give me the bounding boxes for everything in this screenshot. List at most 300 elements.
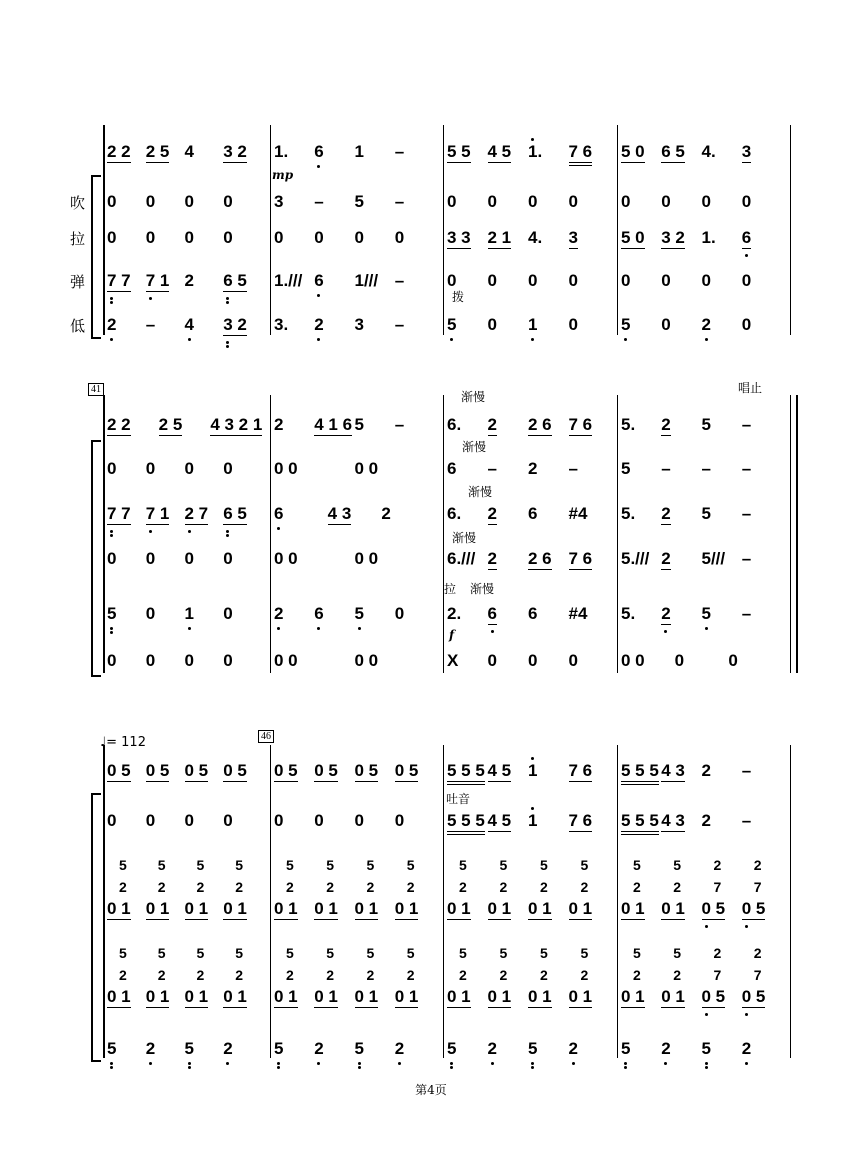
note: 0 5 [107,761,131,780]
note: 0 0 [621,651,645,670]
measure-number: 46 [258,730,274,743]
octave-dot-below [624,1066,627,1069]
note: 2. [447,604,462,623]
note: 2 [314,1040,323,1058]
note: 0 [145,549,156,568]
note: 0 [274,811,284,830]
beam-underline [742,248,751,249]
note: 6 [314,143,323,161]
note: 5 [621,316,630,334]
note: – [741,459,752,478]
beam-underline [621,248,645,249]
octave-dot-below [745,254,748,257]
octave-dot-below [226,297,229,300]
note: 3. [274,315,289,334]
note: 0 [145,192,156,211]
note: 3 [354,315,364,334]
note: 0 5 [354,761,379,780]
note: 2 [569,1040,578,1058]
octave-dot-below [450,1062,453,1065]
octave-dot-below [317,165,320,168]
note: 5 [185,1040,194,1058]
note: 0 1 [528,899,552,918]
beam-underline [488,248,512,249]
chord-note: 5 [459,945,467,961]
octave-dot-below [188,1062,191,1065]
chord-note: 2 [753,945,762,961]
beam-underline [447,781,485,782]
note: 3 2 [223,142,247,161]
octave-dot-below [317,1062,320,1065]
note: 0 1 [568,987,593,1006]
note: 0 1 [447,899,471,918]
beam-underline [488,1007,512,1008]
chord-note: 5 [286,857,294,873]
note: 0 1 [528,987,552,1006]
beam-underline [447,919,471,920]
note: 0 0 [274,459,298,478]
note: 0 [314,228,324,247]
beam-underline [569,919,593,920]
note: 2 [661,415,671,434]
note: – [568,459,578,478]
chord-note: 5 [580,945,589,961]
note: 2 [742,1040,751,1058]
note: 0 5 [314,761,338,780]
note: 3 2 [661,228,685,247]
note: 2 5 [145,142,170,161]
beam-underline [395,781,419,782]
octave-dot-below [705,1066,708,1069]
note: 7 6 [568,811,593,830]
note: 2 [487,504,497,523]
octave-dot-below [149,1062,152,1065]
note: 2 [661,605,670,623]
note: 2 7 [185,505,209,523]
note: 0 [223,651,233,670]
beam-underline [185,1007,209,1008]
note: 6 [274,505,283,523]
note: 0 [223,459,233,478]
note: 5 [355,605,364,623]
beam-underline [395,1007,419,1008]
beam-underline [274,1007,298,1008]
beam-underline [146,524,170,525]
chord-note: 5 [196,857,205,873]
beam-underline [447,834,485,835]
octave-dot-below [149,530,152,533]
note: 0 [184,651,194,670]
chord-note: 2 [713,857,722,873]
chord-note: 7 [753,967,762,983]
dynamic-marking: mp [272,168,294,182]
bar-line [103,125,105,335]
octave-dot-below [110,297,113,300]
performance-annotation: 拉 [444,582,457,596]
beam-underline [185,919,209,920]
note: 2 [661,504,671,523]
chord-note: 7 [713,967,722,983]
beam-underline [621,162,645,163]
note: 0 [354,811,364,830]
final-bar-line [796,395,798,673]
octave-dot-below [450,338,453,341]
note: 0 [145,604,156,623]
instrument-label: 拉 [70,230,86,248]
note: 0 [568,192,578,211]
note: 4 1 6 [314,415,353,434]
beam-underline [107,291,131,292]
performance-annotation: 渐慢 [461,390,486,404]
bar-line [443,395,444,673]
note: 5 5 [447,142,471,161]
note: 7 7 [107,272,131,290]
note: 1 [185,605,194,623]
octave-dot-below [705,925,708,928]
beam-underline [447,248,471,249]
bar-line [443,745,444,1058]
note: 0 0 [274,549,298,568]
note: – [741,549,752,568]
note: 0 1 [394,987,419,1006]
chord-note: 5 [196,945,205,961]
note: 5/// [701,549,726,568]
performance-annotation: 渐慢 [452,531,477,545]
note: 0 5 [184,761,209,780]
note: 0 [107,192,117,211]
beam-underline [569,781,593,782]
octave-dot-below [664,630,667,633]
octave-dot-below [110,1066,113,1069]
note: 0 [354,228,364,247]
beam-underline [314,781,338,782]
note: 2 [274,415,284,434]
octave-dot-below [110,1062,113,1065]
note: 0 [223,192,233,211]
note: 0 [223,811,233,830]
note: 2 [184,271,194,290]
note: 6 [488,605,497,623]
note: 0 [447,271,457,290]
beam-underline [621,919,645,920]
note: 5 [621,1040,630,1058]
note: – [394,142,405,161]
note: 0 [661,192,671,211]
chord-note: 5 [673,945,682,961]
octave-dot-below [226,301,229,304]
octave-dot-below [277,527,280,530]
performance-annotation: 渐慢 [470,582,495,596]
beam-underline [447,831,485,832]
octave-dot-below [317,294,320,297]
system-brace [91,793,101,1062]
octave-dot-above [531,138,534,141]
performance-annotation: 吐音 [446,792,471,806]
note: 6 [447,459,457,478]
note: 0 1 [447,987,471,1006]
beam-underline [528,569,552,570]
note: 2 2 [107,415,131,434]
chord-note: 5 [499,945,508,961]
octave-dot-below [110,631,113,634]
note: – [394,271,405,290]
note: 5 [107,1040,116,1058]
instrument-label: 弹 [70,273,86,291]
performance-annotation: 渐慢 [462,440,487,454]
note: 0 1 [184,899,209,918]
beam-underline [488,162,512,163]
beam-underline [528,1007,552,1008]
note: 2 [274,605,283,623]
note: 0 [487,315,497,334]
octave-dot-below [745,1013,748,1016]
chord-note: 2 [366,967,375,983]
note: 7 6 [569,143,593,161]
note: 0 1 [274,987,298,1006]
chord-note: 5 [235,857,244,873]
note: 0 1 [223,987,247,1006]
note: – [661,459,671,478]
beam-underline [355,1007,379,1008]
note: 0 [394,604,405,623]
beam-underline [223,335,247,336]
octave-dot-below [110,338,113,341]
beam-underline [314,435,352,436]
note: 5 [701,504,711,523]
beam-underline [569,162,593,163]
beam-underline [488,569,497,570]
octave-dot-below [705,338,708,341]
chord-note: 2 [580,967,589,983]
note: 2 [314,316,323,334]
chord-note: 2 [235,879,244,895]
chord-note: 5 [633,945,641,961]
note: 6 5 [661,142,685,161]
note: 5. [621,415,636,434]
note: 0 1 [314,987,338,1006]
octave-dot-below [491,630,494,633]
beam-underline [569,831,593,832]
chord-note: 5 [119,857,127,873]
note: 0 5 [702,988,726,1006]
beam-underline [621,831,659,832]
bar-line [270,125,271,335]
measure-number: 41 [88,383,104,396]
note: 2 [487,415,497,434]
octave-dot-below [358,1066,361,1069]
octave-dot-below [745,1062,748,1065]
bar-line [103,395,105,673]
beam-underline [328,524,352,525]
note: 2 [146,1040,155,1058]
beam-underline [314,1007,338,1008]
bar-line [790,745,791,1058]
note: – [741,604,752,623]
note: 6 5 [223,505,247,523]
note: 0 5 [702,900,726,918]
note: 7 6 [568,415,593,434]
note: 0 0 [354,459,379,478]
note: 2 [701,761,711,780]
note: 7 7 [107,505,131,523]
chord-note: 2 [157,879,166,895]
note: – [487,459,497,478]
chord-note: 5 [326,945,335,961]
beam-underline [146,919,170,920]
chord-note: 5 [366,945,375,961]
beam-underline [661,569,670,570]
note: 4. [528,228,543,247]
beam-underline [223,1007,247,1008]
note: 0 [487,192,497,211]
octave-dot-below [491,1062,494,1065]
note: 0 [107,228,117,247]
note: 0 5 [274,761,298,780]
note: 3 [568,228,578,247]
note: 2 1 [487,228,512,247]
beam-underline [569,569,593,570]
system-brace [91,175,101,339]
octave-dot-below [110,530,113,533]
note: 0 5 [223,761,247,780]
note: 0 [107,549,117,568]
note: – [741,415,752,434]
note: 5 [621,459,631,478]
beam-underline [661,1007,685,1008]
note: 0 [184,459,194,478]
note: 6 [314,605,323,623]
note: 0 0 [274,651,298,670]
note: 1 [528,762,537,780]
chord-note: 2 [286,967,294,983]
note: 5 [447,1040,456,1058]
chord-note: 7 [753,879,762,895]
octave-dot-below [277,1066,280,1069]
chord-note: 5 [326,857,335,873]
octave-dot-below [277,627,280,630]
note: 0 [107,811,117,830]
note: 0 [568,651,578,670]
bar-line [790,395,791,673]
note: 6. [447,415,462,434]
note: 2 [701,811,711,830]
beam-underline [395,919,419,920]
note: 0 [394,228,405,247]
note: 0 1 [274,899,298,918]
note: 7 6 [568,549,593,568]
octave-dot-below [226,534,229,537]
bar-line [617,395,618,673]
note: – [741,504,752,523]
note: 1/// [354,271,379,290]
note: 5. [621,504,636,523]
note: 0 [701,192,711,211]
note: 6 5 [223,272,247,290]
note: – [741,811,752,830]
beam-underline [569,435,593,436]
note: 0 [674,651,685,670]
octave-dot-below [745,925,748,928]
chord-note: 2 [326,879,335,895]
note: 5 [355,1040,364,1058]
chord-note: 2 [713,945,722,961]
note: 0 [184,228,194,247]
chord-note: 2 [157,967,166,983]
octave-dot-below [450,1066,453,1069]
note: 0 1 [145,987,170,1006]
note: 6./// [447,549,476,568]
chord-note: 2 [633,967,641,983]
note: 0 [661,271,671,290]
octave-dot-below [705,1062,708,1065]
note: 2 [107,316,116,334]
bar-line [617,125,618,335]
note: 2 [661,549,671,568]
note: 0 [394,811,405,830]
beam-underline [355,919,379,920]
chord-note: 2 [235,967,244,983]
chord-note: 2 [673,879,682,895]
note: 0 1 [568,899,593,918]
octave-dot-below [110,627,113,630]
note: 2 2 [107,142,131,161]
chord-note: 5 [157,857,166,873]
beam-underline [107,524,131,525]
beam-underline [223,524,247,525]
note: 5 [274,1040,283,1058]
note: 2 6 [528,549,552,568]
chord-note: 2 [196,967,205,983]
note: 5 [702,1040,711,1058]
note: 2 [488,1040,497,1058]
note: 5 5 5 [447,762,485,780]
chord-note: 2 [326,967,335,983]
octave-dot-below [188,1066,191,1069]
note: 0 1 [314,899,338,918]
beam-underline [274,781,298,782]
beam-underline [702,919,726,920]
note: 4 3 [661,761,685,780]
note: 0 [184,192,194,211]
note: 4 5 [487,142,512,161]
chord-note: 2 [673,967,682,983]
note: 5 5 5 [621,812,659,830]
chord-note: 2 [459,967,467,983]
chord-note: 5 [673,857,682,873]
note: 0 [107,651,117,670]
beam-underline [621,1007,645,1008]
note: – [394,315,405,334]
note: 0 [528,192,538,211]
note: 5 5 5 [621,762,659,780]
note: 5 [354,415,364,434]
beam-underline [314,919,338,920]
chord-note: 2 [753,857,762,873]
chord-note: 2 [196,879,205,895]
beam-underline [488,831,512,832]
beam-underline [569,1007,593,1008]
note: 0 1 [223,899,247,918]
beam-underline [661,435,670,436]
note: 2 6 [528,415,552,434]
beam-underline [107,919,131,920]
octave-dot-below [531,1062,534,1065]
chord-note: 5 [235,945,244,961]
note: 5 [447,316,456,334]
note: 0 5 [145,761,170,780]
note: 0 5 [742,900,766,918]
note: 0 1 [661,987,685,1006]
